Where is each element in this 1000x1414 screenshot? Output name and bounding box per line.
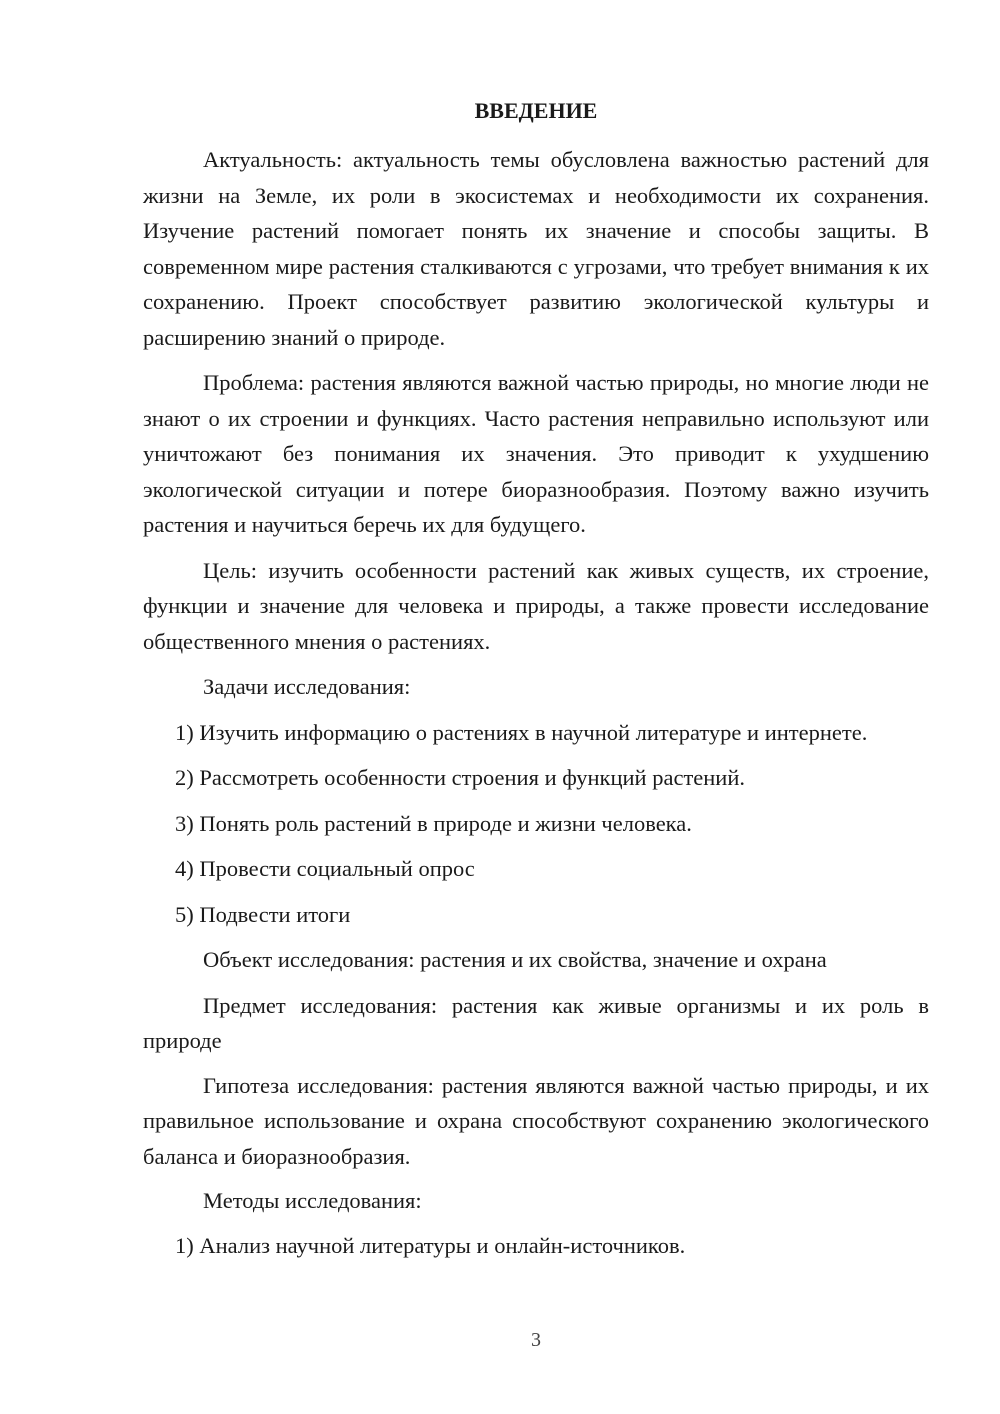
list-item: 2) Рассмотреть особенности строения и функций растений.: [175, 765, 746, 790]
page-number: 3: [531, 1329, 541, 1351]
body-text: [143, 142, 929, 1263]
tasks-heading: Задачи исследования:: [203, 674, 411, 699]
list-item: 3) Понять роль растений в природе и жизни человека.: [175, 810, 692, 836]
section-title: ВВЕДЕНИЕ: [474, 98, 598, 123]
list-item: 1) Изучить информацию о растениях в научной литературе и интернете.: [175, 719, 868, 745]
paragraph-object: Объект исследования: растения и их свойства, значение и охрана: [203, 947, 827, 972]
paragraph-relevance: Актуальность: актуальность темы обусловлена важностью растений для жизни на Земле, их роли в экосистемах и необходимости их сохранения. Изучение растений помогает понять их значение и способы защиты. В современном мире растения сталкиваются с угрозами, что требует внимания к их сохранению. Проект способствует развитию экологической культуры и расширению знаний о природе.: [143, 147, 929, 350]
list-item: 4) Провести социальный опрос: [175, 856, 475, 881]
paragraph-problem: Проблема: растения являются важной частью природы, но многие люди не знают о их строении и функциях. Часто растения неправильно используют или уничтожают без понимания их значения. Это приводит к ухудшению экологической ситуации и потере биоразнообразия. Поэтому важно изучить растения и научиться беречь их для будущего.: [143, 370, 929, 537]
list-item: 1) Анализ научной литературы и онлайн-источников.: [175, 1232, 686, 1258]
paragraph-goal: Цель: изучить особенности растений как живых существ, их строение, функции и значение для человека и природы, а также провести исследование общественного мнения о растениях.: [143, 557, 929, 654]
paragraph-subject: Предмет исследования: растения как живые организмы и их роль в природе: [143, 992, 929, 1053]
list-item: 5) Подвести итоги: [175, 901, 351, 927]
paragraph-hypothesis: Гипотеза исследования: растения являются важной частью природы, и их правильное использование и охрана способствуют сохранению экологического баланса и биоразнообразия.: [143, 1072, 929, 1169]
methods-heading: Методы исследования:: [203, 1188, 422, 1213]
